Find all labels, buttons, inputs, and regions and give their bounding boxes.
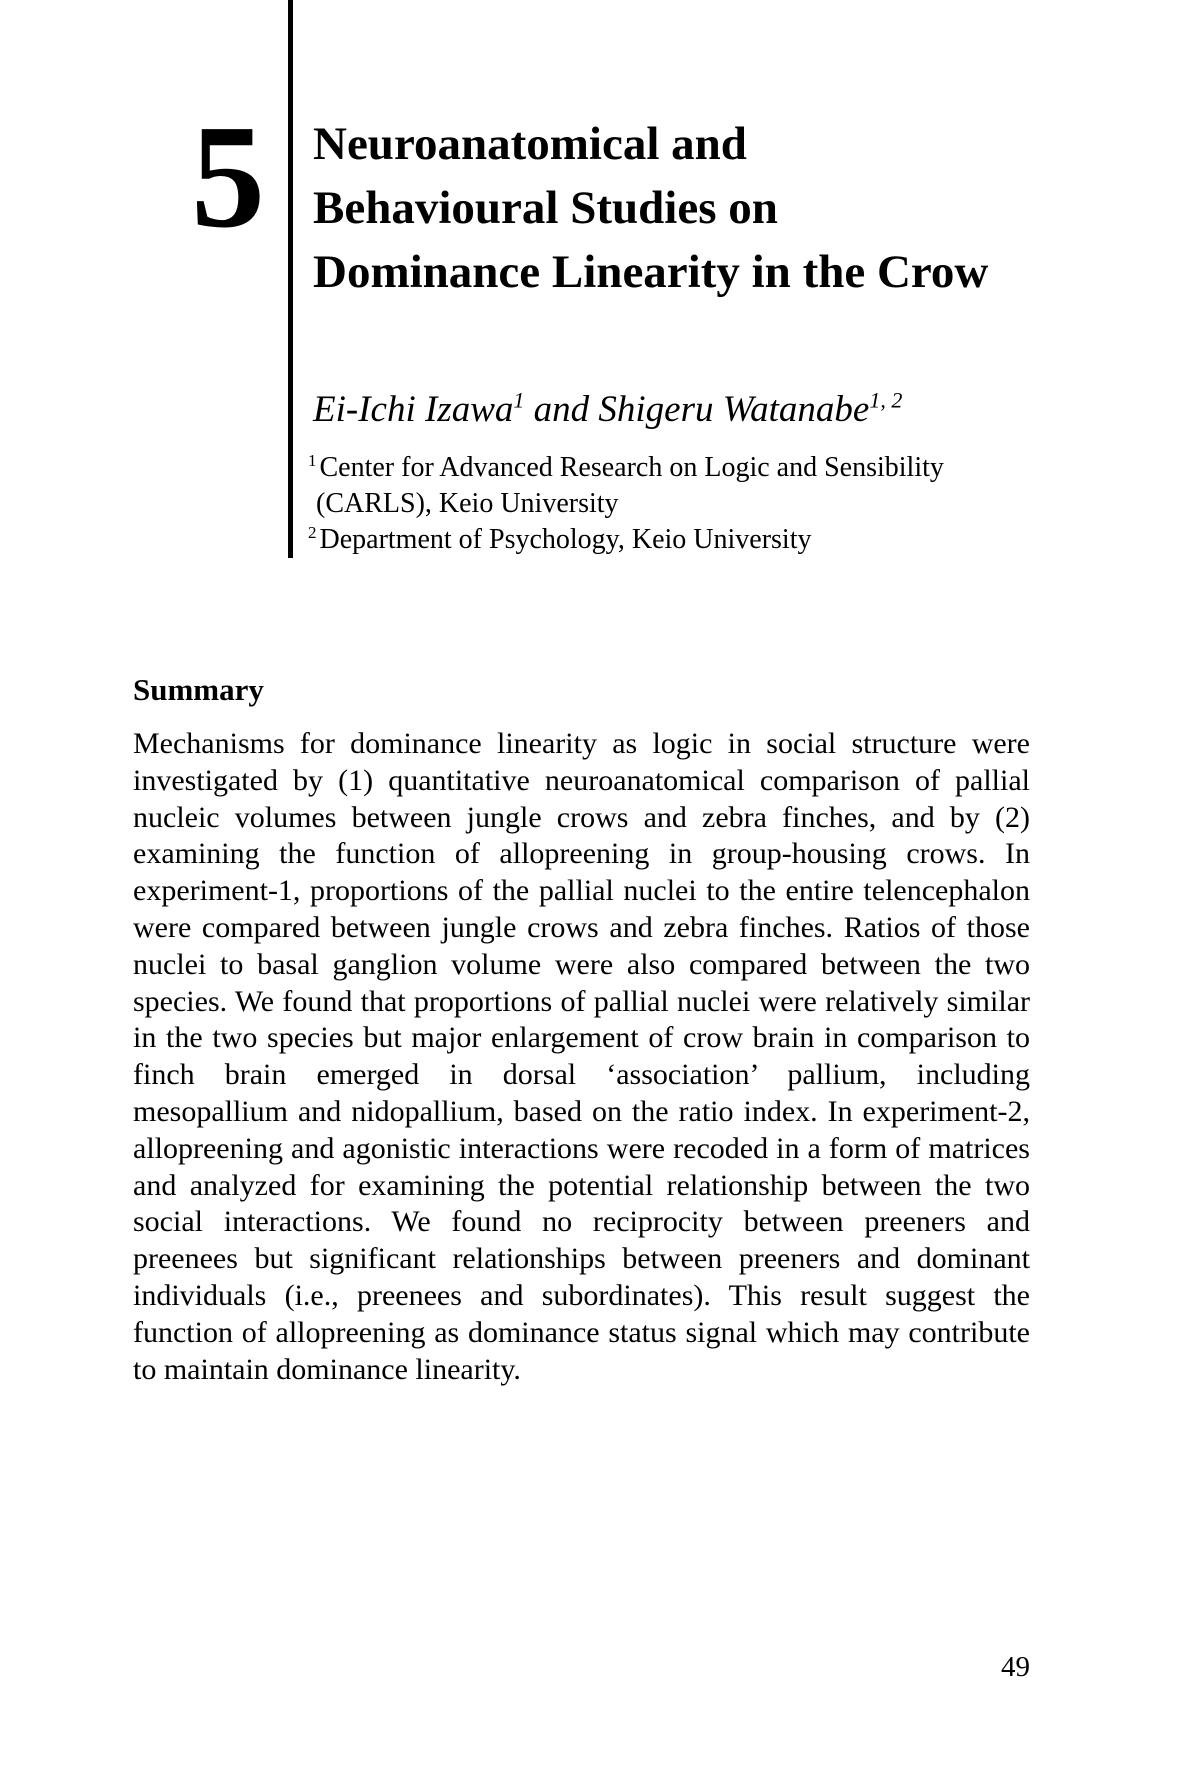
chapter-divider-rule bbox=[288, 0, 293, 558]
chapter-number: 5 bbox=[191, 95, 265, 259]
affiliation-1-line-2: (CARLS), Keio University bbox=[316, 488, 619, 519]
affiliation-2-line bbox=[308, 522, 988, 558]
summary-heading: Summary bbox=[133, 672, 264, 707]
affiliation-2-marker: 2 bbox=[308, 522, 317, 542]
author-1-name: Ei-Ichi Izawa bbox=[313, 389, 514, 430]
chapter-title-line-3: Dominance Linearity in the Crow bbox=[313, 246, 989, 298]
authors-line bbox=[313, 388, 1073, 432]
author-2-affiliation-superscript: 1, 2 bbox=[869, 387, 903, 413]
chapter-title-line-1: Neuroanatomical and bbox=[313, 118, 747, 170]
affiliation-1-line-1 bbox=[308, 450, 988, 486]
chapter-title bbox=[313, 112, 1073, 304]
affiliation-2-text: Department of Psychology, Keio University bbox=[319, 524, 812, 555]
author-2-name: and Shigeru Watanabe bbox=[524, 389, 870, 430]
affiliation-1-marker: 1 bbox=[308, 450, 317, 470]
affiliations-block bbox=[308, 450, 988, 558]
summary-paragraph: Mechanisms for dominance linearity as logic in social structure were investigated by (1) quantitative neuroanatomical comparison of pallial nucleic volumes between jungle crows and zebra finches, and by (2) examining the function of allopreening in group-housing crows. In experiment-1, proportions of the pallial nuclei to the entire telencephalon were compared between jungle crows and zebra finches. Ratios of those nuclei to basal ganglion volume were also compared between the two species. We found that proportions of pallial nuclei were relatively similar in the two species but major enlargement of crow brain in comparison to finch brain emerged in dorsal ‘association’ pallium, including mesopallium and nidopallium, based on the ratio index. In experiment-2, allopreening and agonistic interactions were recoded in a form of matrices and analyzed for examining the potential relationship between the two social interactions. We found no reciprocity between preeners and preenees but significant relationships between preeners and dominant individuals (i.e., preenees and subordinates). This result suggest the function of allopreening as dominance status signal which may contribute to maintain dominance linearity. bbox=[133, 727, 1030, 1386]
page-number: 49 bbox=[1001, 1651, 1030, 1683]
author-1-affiliation-superscript: 1 bbox=[513, 387, 525, 413]
affiliation-1-text: Center for Advanced Research on Logic and Sensibility bbox=[319, 452, 944, 483]
chapter-title-line-2: Behavioural Studies on bbox=[313, 182, 778, 234]
